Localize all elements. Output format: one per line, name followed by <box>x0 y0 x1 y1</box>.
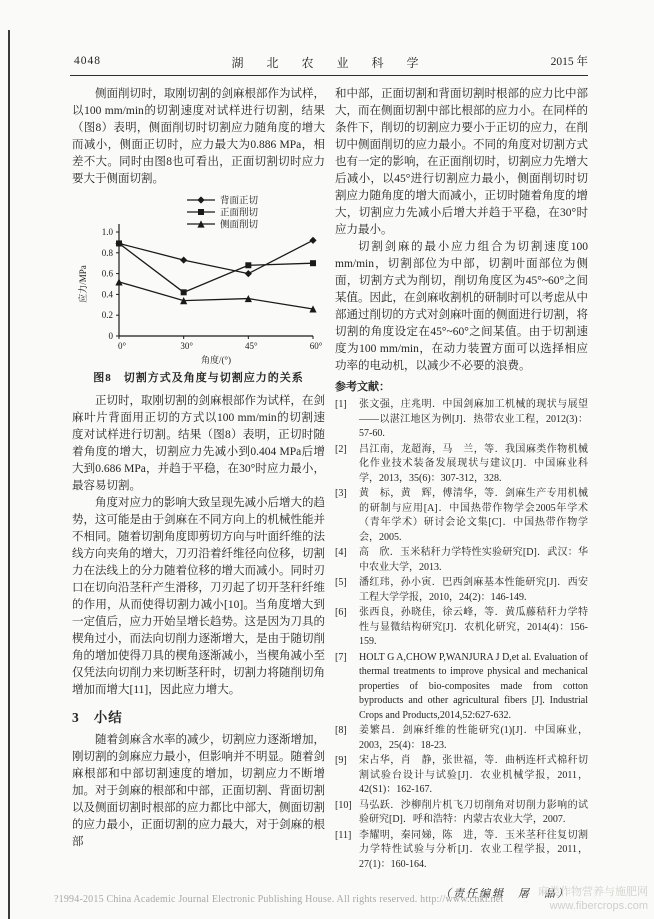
issue-year: 2015 年 <box>550 56 588 68</box>
reference-item <box>335 576 588 605</box>
figure-caption: 图8 切割方式及角度与切割应力的关系 <box>93 372 304 384</box>
reference-item <box>335 443 588 487</box>
svg-text:背面正切: 背面正切 <box>219 196 258 207</box>
reference-number: [10] <box>335 799 352 811</box>
section-title: 小结 <box>93 710 123 725</box>
reference-item <box>335 546 588 575</box>
watermark-site-name: 麻类作物营养与施肥网 <box>538 886 648 898</box>
reference-number: [1] <box>335 399 347 410</box>
reference-item <box>335 829 588 873</box>
page-number: 4048 <box>74 55 101 67</box>
paragraph: 角度对应力的影响大致呈现先减小后增大的趋势，这可能是由于剑麻在不同方向上的机械性能并不相同。随着切割角度即剪切方向与叶面纤维的法线方向夹角的增大，刀刃沿着纤维径向位移，切割力在法线上的分力随着位移的增大而减小。同时刃口在切向沿茎秆产生滑移，刀刃起了切开茎秆纤维的作用，从而使得切割力减小[10]。当角度增大到一定值后，应力开始呈增长趋势。这是因为刀具的楔角过小，而法向切削力逐渐增大，是由于随切削角的增加使得刀具的楔角逐渐减小，当楔角减小至仅凭法向切削力来切断茎秆时，切割力将随削切角增加而增大[11]，因此应力增大。 <box>72 497 325 696</box>
section-number: 3 <box>72 710 80 725</box>
svg-text:0.4: 0.4 <box>101 289 113 300</box>
svg-text:1.0: 1.0 <box>101 227 113 237</box>
reference-number: [11] <box>335 829 352 841</box>
svg-text:0°: 0° <box>117 341 126 351</box>
svg-text:0.8: 0.8 <box>101 247 113 258</box>
reference-item <box>335 754 588 798</box>
reference-text: 宋占华，肖 静，张世福，等．曲柄连杆式棉秆切割试验台设计与试验[J]．农业机械学报，2011，42(S1)：162-167. <box>359 755 588 795</box>
svg-text:应力/MPa: 应力/MPa <box>77 265 88 303</box>
header-rule <box>70 75 588 76</box>
paragraph: 正切时，取刚切割的剑麻根部作为试样，在剑麻叶片背面用正切的方式以100 mm/min的切割速度对试样进行切割。结果（图8）表明，正切时随着角度的增大，切割应力先减小到0.404 MPa后增大到0.686 MPa，并趋于平稳，在30°时应力最小，最容易切割。 <box>72 395 325 492</box>
svg-text:0.6: 0.6 <box>101 268 113 279</box>
line-chart <box>75 192 323 368</box>
watermark <box>538 885 648 913</box>
copyright-footer: ?1994-2015 China Academic Journal Electronic Publishing House. All rights reserved. http://www.cnki.net <box>54 894 504 905</box>
reference-text: 姜繁昌．剑麻纤维的性能研究(1)[J]．中国麻业，2003，25(4)：18-23. <box>359 725 588 751</box>
reference-item <box>335 606 588 650</box>
reference-text: 高 欣．玉米秸秆力学特性实验研究[D]．武汉：华中农业大学，2013. <box>359 547 588 573</box>
reference-number: [5] <box>335 577 347 588</box>
reference-text: 张文强，庄兆明．中国剑麻加工机械的现状与展望——以湛江地区为例[J]．热带农业工程，2012(3)：57-60. <box>359 399 588 439</box>
svg-text:45°: 45° <box>244 341 258 351</box>
watermark-site-url: www.fibercrops.com <box>549 900 648 912</box>
reference-text: HOLT G A,CHOW P,WANJURA J D,et al. Evaluation of thermal treatments to improve physical and mechanical properties of bio-composites made from cotton byproducts and other agricultural fibers [J]. Industrial Crops and Products,2014,52:627-632. <box>359 651 588 721</box>
reference-text: 吕江南，龙超海，马 兰，等．我国麻类作物机械化作业技术装备发展现状与建议[J]．中国麻业科学，2013，35(6)：307-312，328. <box>359 443 588 484</box>
svg-text:侧面削切: 侧面削切 <box>219 220 258 231</box>
reference-item <box>335 398 588 442</box>
reference-number: [9] <box>335 755 347 766</box>
reference-number: [6] <box>335 607 347 618</box>
page-header <box>72 52 588 72</box>
paragraph: 切割剑麻的最小应力组合为切割速度100 mm/min，切割部位为中部，切割叶面部位为侧面，切割方式为削切，削切角度区为45°~60°之间某值。因此，在剑麻收割机的研制时可以考虑从中部通过削切的方式对剑麻叶面的侧面进行切割，将切割的角度设定在45°~60°之间某值。由于切割速度为100 mm/min，在动力装置方面可以选择相应功率的电动机，以减少不必要的浪费。 <box>335 241 588 372</box>
reference-text: 李耀明，秦同娣，陈 进，等．玉米茎秆往复切割力学特性试验与分析[J]．农业工程学报，2011，27(1)：160-164. <box>359 829 588 870</box>
references-list <box>335 398 588 872</box>
references-heading: 参考文献： <box>335 381 390 393</box>
reference-number: [7] <box>335 651 347 663</box>
paragraph: 侧面削切时，取刚切割的剑麻根部作为试样，以100 mm/min的切割速度对试样进行切割，结果（图8）表明，侧面削切时切割应力随角度的增大而减小，侧面正切时，应力最大为0.886 MPa，相差不大。同时由图8也可看出，正面切割切时应力要大于侧面切割。 <box>72 88 325 185</box>
reference-item <box>335 724 588 753</box>
svg-text:0: 0 <box>108 331 113 341</box>
svg-text:60°: 60° <box>309 341 322 351</box>
journal-title: 湖 北 农 业 科 学 <box>231 56 429 70</box>
reference-number: [3] <box>335 488 347 499</box>
svg-text:角度/(°): 角度/(°) <box>200 355 231 365</box>
paragraph: 随着剑麻含水率的减少，切割应力逐渐增加，刚切割的剑麻应力最小，但影响并不明显。随着剑麻根部和中部切割速度的增加，切割应力不断增加。对于剑麻的根部和中部，正面切割、背面切割以及侧面切割时根部的应力都比中部大，侧面切割的应力最小，正面切割的应力最大，对于剑麻的根部 <box>72 734 325 848</box>
reference-text: 潘红玮，孙小寅．巴西剑麻基本性能研究[J]．西安工程大学学报，2010，24(2)：146-149. <box>359 577 588 603</box>
reference-text: 张西良，孙晓佳，徐云峰，等．黄瓜藤秸秆力学特性与显微结构研究[J]．农机化研究，2014(4)：156-159. <box>359 607 588 647</box>
scan-edge-line <box>8 30 10 919</box>
reference-item <box>335 651 588 724</box>
reference-number: [2] <box>335 443 347 455</box>
reference-number: [4] <box>335 547 347 558</box>
reference-text: 马弘跃．沙柳削片机飞刀切削角对切削力影响的试验研究[D]．呼和浩特：内蒙古农业大学，2007. <box>359 799 588 825</box>
left-column <box>72 86 325 851</box>
svg-text:30°: 30° <box>179 341 193 351</box>
section-heading <box>72 709 325 726</box>
paragraph: 和中部，正面切割和背面切割时根部的应力比中部大，而在侧面切割中部比根部的应力小。在同样的条件下，削切的切割应力要小于正切的应力，在削切中侧面削切的应力最小。不同的角度对切割方式也有一定的影响，在正面削切时，切割应力先增大后减小，以45°进行切割应力最小，侧面削切时切割应力随角度的增大而减小，正切时随着角度的增大，切割应力先减小后增大并趋于平稳，在30°时应力最小。 <box>335 88 588 236</box>
editor-note: （责任编辑 屠 晶） <box>440 888 570 900</box>
reference-item <box>335 487 588 545</box>
svg-text:0.2: 0.2 <box>101 310 113 321</box>
reference-text: 黄 标，黄 辉，傅清华，等．剑麻生产专用机械的研制与应用[A]．中国热带作物学会2005年学术（青年学术）研讨会论文集[C]．中国热带作物学会，2005. <box>359 488 588 543</box>
reference-item <box>335 799 588 828</box>
reference-number: [8] <box>335 725 347 736</box>
right-column <box>335 86 588 903</box>
figure-8 <box>72 192 325 387</box>
svg-text:正面削切: 正面削切 <box>219 208 258 219</box>
